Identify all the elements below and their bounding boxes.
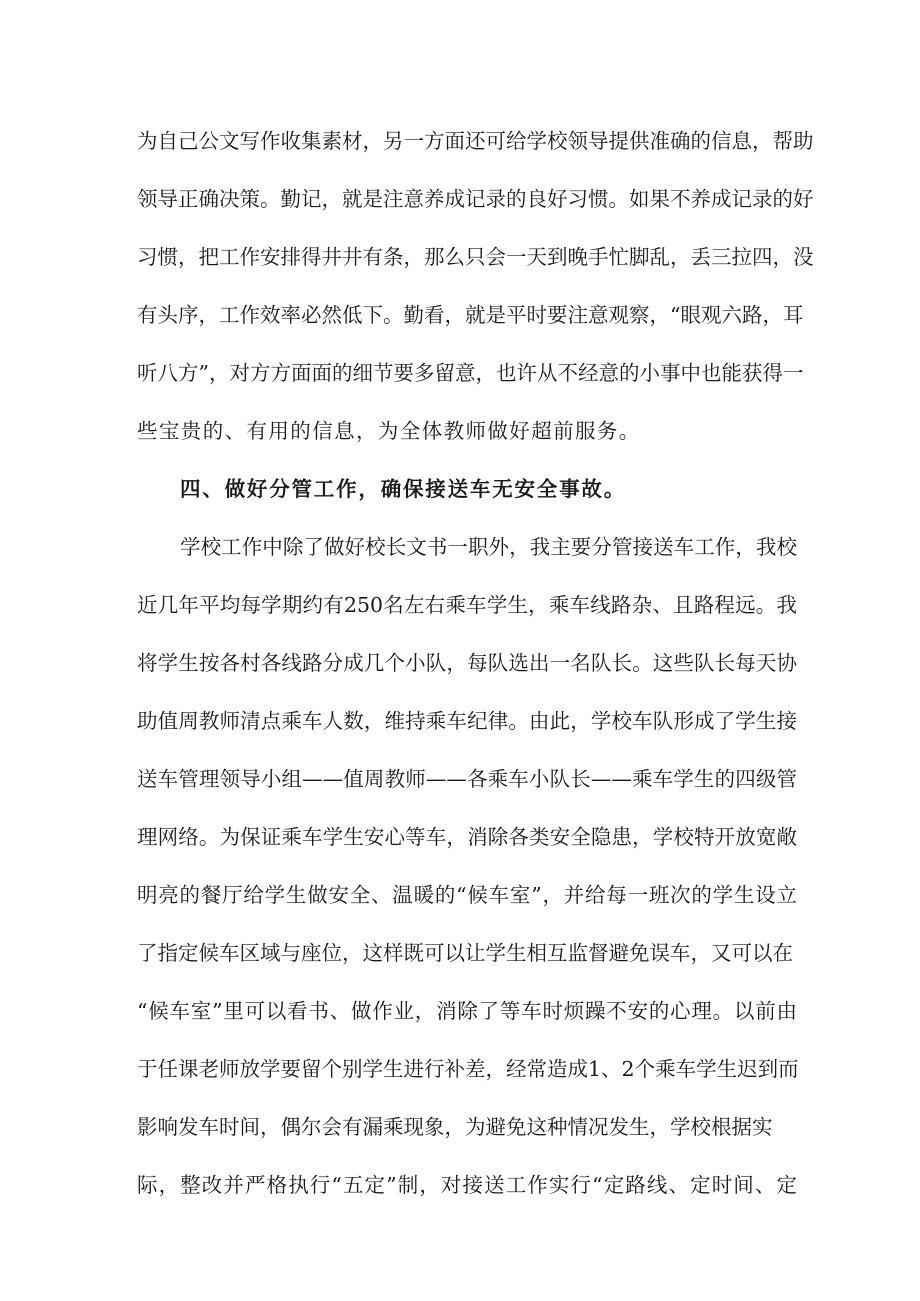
paragraph-line: 习惯，把工作安排得井井有条，那么只会一天到晚手忙脚乱，丢三拉四，没	[137, 245, 814, 269]
paragraph-line: 助值周教师清点乘车人数，维持乘车纪律。由此，学校车队形成了学生接	[137, 709, 797, 733]
paragraph-line: 于任课老师放学要留个别学生进行补差，经常造成1、2个乘车学生迟到而	[137, 1057, 799, 1081]
paragraph-line: 明亮的餐厅给学生做安全、温暖的“候车室”，并给每一班次的学生设立	[137, 883, 797, 907]
paragraph-line: 学校工作中除了做好校长文书一职外，我主要分管接送车工作，我校	[180, 535, 797, 559]
paragraph-line: 理网络。为保证乘车学生安心等车，消除各类安全隐患，学校特开放宽敞	[137, 825, 797, 849]
paragraph-line: 领导正确决策。勤记，就是注意养成记录的良好习惯。如果不养成记录的好	[137, 187, 814, 211]
paragraph-line: 影响发车时间，偶尔会有漏乘现象，为避免这种情况发生，学校根据实	[137, 1115, 773, 1139]
paragraph-line: 为自己公文写作收集素材，另一方面还可给学校领导提供准确的信息，帮助	[137, 129, 814, 153]
paragraph-line: 听八方”，对方方面面的细节要多留意，也许从不经意的小事中也能获得一	[137, 361, 804, 385]
paragraph-line: “候车室”里可以看书、做作业，消除了等车时烦躁不安的心理。以前由	[137, 999, 797, 1023]
paragraph-line: 际，整改并严格执行“五定”制，对接送工作实行“定路线、定时间、定	[137, 1173, 797, 1197]
section-heading: 四、做好分管工作，确保接送车无安全事故。	[180, 477, 626, 501]
paragraph-line: 了指定候车区域与座位，这样既可以让学生相互监督避免误车，又可以在	[137, 941, 793, 965]
paragraph-line: 将学生按各村各线路分成几个小队，每队选出一名队长。这些队长每天协	[137, 651, 797, 675]
paragraph-line: 送车管理领导小组——值周教师——各乘车小队长——乘车学生的四级管	[137, 767, 797, 791]
paragraph-line: 有头序，工作效率必然低下。勤看，就是平时要注意观察，“眼观六路，耳	[137, 303, 804, 327]
paragraph-line: 些宝贵的、有用的信息，为全体教师做好超前服务。	[137, 419, 641, 443]
paragraph-line: 近几年平均每学期约有250名左右乘车学生，乘车线路杂、且路程远。我	[137, 593, 797, 617]
